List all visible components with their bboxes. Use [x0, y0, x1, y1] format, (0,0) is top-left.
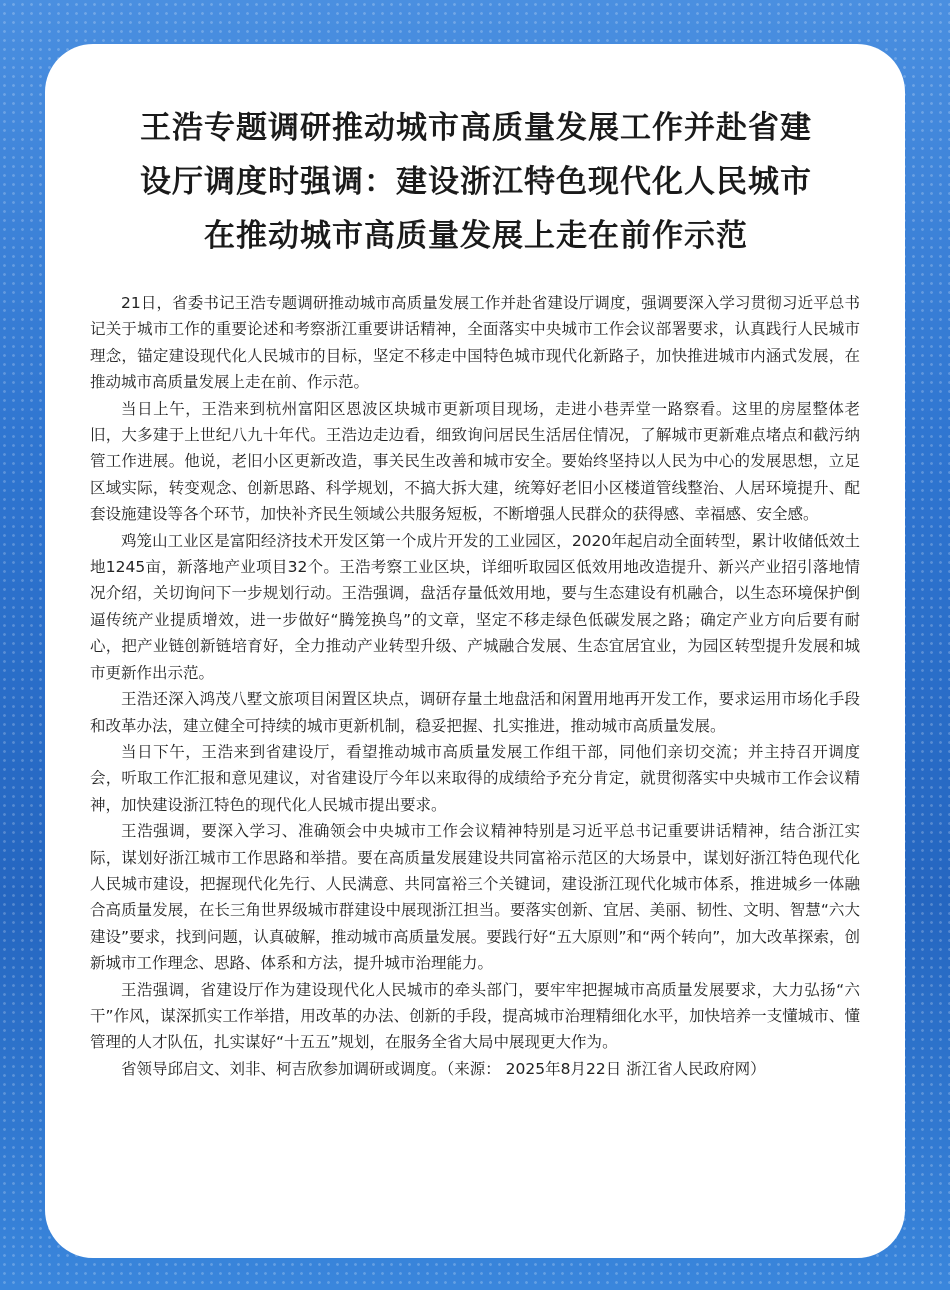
article-title [81, 101, 871, 263]
article-paragraph: 王浩强调，省建设厅作为建设现代化人民城市的牵头部门，要牢牢把握城市高质量发展要求，大力弘扬“六干”作风，谋深抓实工作举措，用改革的办法、创新的手段，提高城市治理精细化水平，加快培养一支懂城市、懂管理的人才队伍，扎实谋好“十五五”规划，在服务全省大局中展现更大作为。 [90, 980, 860, 1052]
article-paragraph: 21日，省委书记王浩专题调研推动城市高质量发展工作并赴省建设厅调度，强调要深入学习贯彻习近平总书记关于城市工作的重要论述和考察浙江重要讲话精神，全面落实中央城市工作会议部署要求，认真践行人民城市理念，锚定建设现代化人民城市的目标，坚定不移走中国特色城市现代化新路子，加快推进城市内涵式发展，在推动城市高质量发展上走在前、作示范。 [90, 294, 860, 392]
article-paragraph: 当日上午，王浩来到杭州富阳区恩波区块城市更新项目现场，走进小巷弄堂一路察看。这里的房屋整体老旧，大多建于上世纪八九十年代。王浩边走边看，细致询问居民生活居住情况，了解城市更新难点堵点和截污纳管工作进展。他说，老旧小区更新改造，事关民生改善和城市安全。要始终坚持以人民为中心的发展思想，立足区域实际，转变观念、创新思路、科学规划，不搞大拆大建，统筹好老旧小区楼道管线整治、人居环境提升、配套设施建设等各个环节，加快补齐民生领域公共服务短板，不断增强人民群众的获得感、幸福感、安全感。 [90, 399, 860, 524]
article-paragraph: 王浩强调，要深入学习、准确领会中央城市工作会议精神特别是习近平总书记重要讲话精神，结合浙江实际，谋划好浙江城市工作思路和举措。要在高质量发展建设共同富裕示范区的大场景中，谋划好浙江特色现代化人民城市建设，把握现代化先行、人民满意、共同富裕三个关键词，建设浙江现代化城市体系，推进城乡一体融合高质量发展，在长三角世界级城市群建设中展现浙江担当。要落实创新、宜居、美丽、韧性、文明、智慧“六大建设”要求，找到问题，认真破解，推动城市高质量发展。要践行好“五大原则”和“两个转向”，加大改革探索，创新城市工作理念、思路、体系和方法，提升城市治理能力。 [90, 822, 860, 973]
article-paragraph: 王浩还深入鸿茂八墅文旅项目闲置区块点，调研存量土地盘活和闲置用地再开发工作，要求运用市场化手段和改革办法，建立健全可持续的城市更新机制，稳妥把握、扎实推进，推动城市高质量发展。 [90, 690, 860, 735]
article-card [45, 44, 905, 1258]
article-paragraph: 鸡笼山工业区是富阳经济技术开发区第一个成片开发的工业园区，2020年起启动全面转型，累计收储低效土地1245亩，新落地产业项目32个。王浩考察工业区块，详细听取园区低效用地改造提升、新兴产业招引落地情况介绍，关切询问下一步规划行动。王浩强调，盘活存量低效用地，要与生态建设有机融合，以生态环境保护倒逼传统产业提质增效，进一步做好“腾笼换鸟”的文章，坚定不移走绿色低碳发展之路；确定产业方向后要有耐心，把产业链创新链培育好，全力推动产业转型升级、产城融合发展、生态宜居宜业，为园区转型提升发展和城市更新作出示范。 [90, 531, 860, 682]
title-line-2: 设厅调度时强调：建设浙江特色现代化人民城市 [140, 163, 812, 200]
title-line-1: 王浩专题调研推动城市高质量发展工作并赴省建 [140, 109, 812, 146]
article-body [90, 290, 860, 1082]
article-source-paragraph: 省领导邱启文、刘非、柯吉欣参加调研或调度。（来源： 2025年8月22日 浙江省人民政府网） [121, 1059, 766, 1078]
title-line-3: 在推动城市高质量发展上走在前作示范 [204, 217, 748, 254]
article-paragraph: 当日下午，王浩来到省建设厅，看望推动城市高质量发展工作组干部，同他们亲切交流；并主持召开调度会，听取工作汇报和意见建议，对省建设厅今年以来取得的成绩给予充分肯定，就贯彻落实中央城市工作会议精神，加快建设浙江特色的现代化人民城市提出要求。 [90, 742, 860, 814]
